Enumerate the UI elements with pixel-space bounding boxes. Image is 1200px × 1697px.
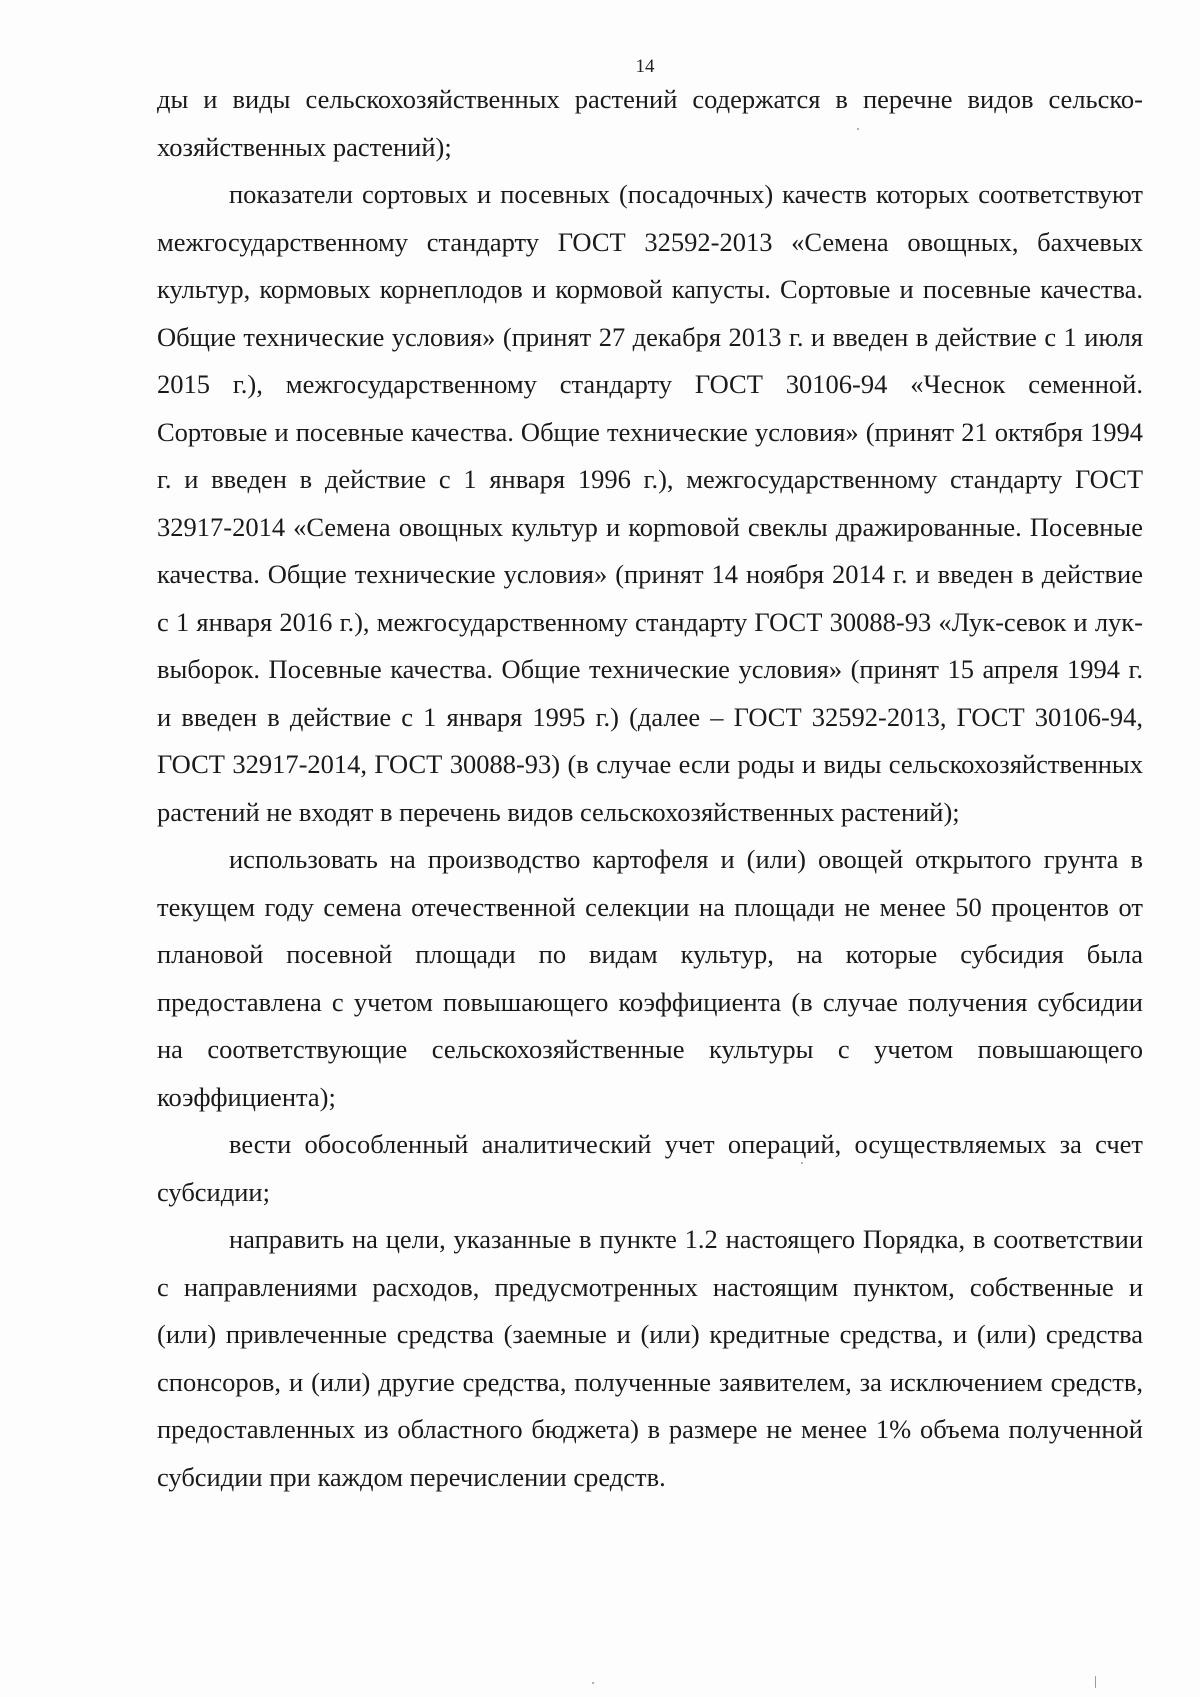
paragraph-co-financing: направить на цели, указанные в пункте 1.2 настоящего Порядка, в соответствии с направлениями расходов, предусмотренных настоящим пунктом, собственные и (или) привлеченные средства (заемные и (или) кредитные средства, и (или) средства спонсоров, и (или) другие средства, полученные заявителем, за исключением средств, предоставленных из областного бюджета) в размере не менее 1% объема полученной субсидии при каждом перечислении средств.	[157, 1224, 1143, 1492]
paragraph-continuation: ды и виды сельскохозяйственных растений содержатся в перечне видов сельскохозяйственных растений);	[157, 84, 1143, 162]
paragraph-separate-accounting: вести обособленный аналитический учет операций, осуществляемых за счет субсидии;	[157, 1129, 1143, 1207]
scan-speck	[857, 128, 859, 130]
paragraph-domestic-seeds: использовать на производство картофеля и (или) овощей открытого грунта в текущем году семена отечественной селекции на площади не менее 50 процентов от плановой посевной площади по видам культур, на которые субсидия была предоставлена с учетом повышающего коэффициента (в случае получения субсидии на соответствующие сельскохозяйственные культуры с учетом повышающего коэффициента);	[157, 844, 1143, 1112]
scan-speck	[592, 1682, 594, 1684]
scan-speck	[1095, 1676, 1096, 1688]
page-number: 14	[635, 56, 655, 77]
document-body	[157, 76, 1143, 1501]
scan-speck	[801, 1162, 803, 1164]
paragraph-seed-quality-standards: показатели сортовых и посевных (посадочных) качеств которых соответствуют межгосударственному стандарту ГОСТ 32592-2013 «Семена овощных, бахчевых культур, кормовых корнеплодов и кормовой капусты. Сортовые и посевные качества. Общие технические условия» (принят 27 декабря 2013 г. и введен в действие с 1 июля 2015 г.), межгосударственному стандарту ГОСТ 30106-94 «Чеснок семенной. Сортовые и посевные качества. Общие технические условия» (принят 21 октября 1994 г. и введен в действие с 1 января 1996 г.), межгосударственному стандарту ГОСТ 32917-2014 «Семена овощных культур и корmовой свеклы дражированные. Посевные качества. Общие технические условия» (принят 14 ноября 2014 г. и введен в действие с 1 января 2016 г.), межгосударственному стандарту ГОСТ 30088-93 «Лук-севок и лук-выборок. Посевные качества. Общие технические условия» (принят 15 апреля 1994 г. и введен в действие с 1 января 1995 г.) (далее – ГОСТ 32592-2013, ГОСТ 30106-94, ГОСТ 32917-2014, ГОСТ 30088-93) (в случае если роды и виды сельскохозяйственных растений не входят в перечень видов сельскохозяйственных растений);	[157, 179, 1143, 827]
